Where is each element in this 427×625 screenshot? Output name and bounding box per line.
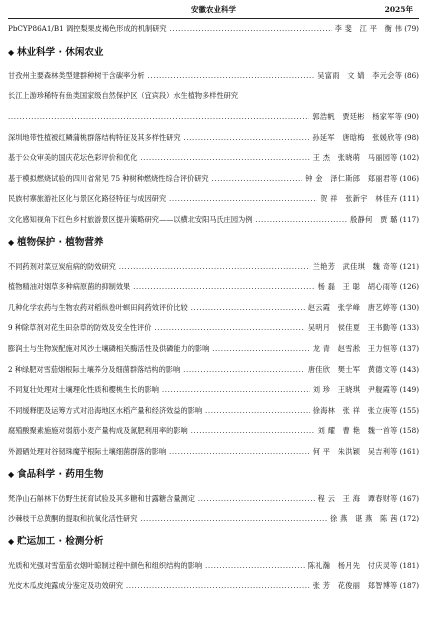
entry-title: 不同复壮处理对土壤理化性质和樱桃生长的影响 ..... [8, 385, 310, 395]
issue-year: 2025年 [384, 5, 413, 14]
entry-title: 几种化学农药与生物农药对稻纵卷叶螟田间药效评价比较 ..... [8, 303, 305, 313]
toc-entry [8, 189, 419, 210]
entry-page: (133) [399, 323, 419, 333]
journal-title: 安徽农业科学 [191, 5, 236, 14]
entry-title: 深圳地带性植被红鳞蒲桃群落结构特征及其多样性研究 ..... [8, 133, 309, 143]
entry-title: 梵净山石斛林下仿野生抚育试验及其多糖和甘露糖含量测定 ..... [8, 494, 315, 504]
entry-title: 外源硒处理对谷韧珠魔芋根际土壤细菌群落的影响 ..... [8, 447, 310, 457]
entry-authors: 徐 燕 谌 燕 陈 茜 [330, 514, 398, 524]
entry-authors: 程 云 王 海 谭春财等 [317, 493, 398, 503]
entry-authors: 孙延军 唐晗梅 张媛欣等 [312, 132, 403, 142]
entry-title: 植物精油对烟草多种病原菌的抑制效果 ..... [8, 282, 315, 292]
toc-entry [8, 401, 419, 422]
entry-authors: 杨 磊 王 聪 胡心雨等 [317, 282, 398, 292]
entry-title: 甘孜州主要森林类型建群种树干含碳率分析 ..... [8, 71, 314, 81]
entry-page: (149) [399, 385, 419, 395]
toc-entry [8, 576, 419, 597]
entry-title: 基于公众审美的国庆花坛色彩评价和优化 ..... [8, 153, 310, 163]
toc-entry [8, 380, 419, 401]
entry-authors: 张 芳 花俊丽 郑智博等 [312, 581, 398, 591]
entry-title: 文化感知视角下红色乡村旅游景区提升策略研究——以横北安阳马氏庄园为例 ..... [8, 215, 347, 225]
toc-entry [8, 555, 419, 576]
toc-entry [8, 339, 419, 360]
entry-authors: 何 平 朱洪颖 吴吉利等 [312, 446, 398, 456]
entry-page: (143) [399, 364, 419, 374]
entry-page: (86) [404, 70, 419, 80]
entry-authors: 郭浩帆 贾廷彬 杨家军等 [312, 112, 403, 122]
toc-entry [8, 442, 419, 463]
entry-title: 不同缓释肥及运筹方式对沿海地区水稻产量和经济效益的影响 ..... [8, 406, 310, 416]
entry-authors: 钟 金 泽仁斯郎 郑丽君等 [305, 173, 398, 183]
toc-entry [8, 318, 419, 339]
entry-authors: 王 杰 张晓萌 马丽园等 [312, 153, 398, 163]
entry-title: 9 种除草剂对花生田杂草的防效及安全性评价 ..... [8, 323, 305, 333]
entry-page: (79) [404, 24, 419, 34]
section-heading [8, 529, 419, 555]
entry-authors: 刘 珍 王晓琪 尹舰霞等 [312, 385, 398, 395]
entry-page: (181) [399, 560, 419, 570]
entry-authors: 吴明月 侯佳夏 王书勤等 [307, 323, 398, 333]
toc-entry-continuation [8, 107, 419, 128]
entry-authors: 赵云霞 张学峰 唐艺婷等 [307, 302, 398, 312]
section-heading [8, 230, 419, 256]
entry-title: 腐殖酸聚素施施对弱筋小麦产量构成及氮肥利用率的影响 ..... [8, 426, 315, 436]
entry-authors: 陈礼瀚 杨月先 付庆灵等 [307, 560, 398, 570]
entry-page: (121) [399, 261, 419, 271]
toc-entry [8, 19, 419, 40]
diamond-icon: ◆ [8, 537, 15, 547]
entry-authors: 殷静何 贾 璐 [350, 215, 398, 225]
entry-page: (137) [399, 344, 419, 354]
section-title: 贮运加工 · 检测分析 [17, 536, 104, 548]
entry-title: PbCYP86A1/B1 调控梨果皮褐色形成的机制研究 ..... [8, 24, 332, 34]
toc-entry [8, 298, 419, 319]
entry-authors: 龙 青 赵雪淞 王力恒等 [312, 344, 398, 354]
entry-title: 沙棘枝干总黄酮的提取和抗氧化活性研究 ..... [8, 514, 327, 524]
toc-entry [8, 86, 419, 107]
entry-title: 民族村寨旅游社区化与景区化路径特征与成因研究 ..... [8, 194, 317, 204]
toc-entry [8, 488, 419, 509]
toc-entry [8, 359, 419, 380]
entry-title: 长江上游珍稀特有鱼类国家级自然保护区（宜宾段）水生植物多样性研究 [8, 91, 239, 101]
entry-authors: 刘 耀 曹 艳 魏一首等 [317, 426, 398, 436]
section-title: 食品科学 · 药用生物 [17, 469, 104, 481]
toc-entry [8, 256, 419, 277]
toc-entry [8, 210, 419, 231]
entry-authors: 兰艳芳 武佳琪 魏 奇等 [312, 261, 398, 271]
entry-page: (187) [399, 581, 419, 591]
entry-authors: 吴富雨 文 婧 李元会等 [317, 70, 403, 80]
entry-page: (161) [399, 446, 419, 456]
toc-entry [8, 148, 419, 169]
entry-page: (117) [399, 215, 419, 225]
entry-page: (90) [404, 112, 419, 122]
entry-page: (167) [399, 493, 419, 503]
entry-page: (155) [399, 405, 419, 415]
diamond-icon: ◆ [8, 238, 15, 248]
entry-page: (106) [399, 173, 419, 183]
section-heading [8, 40, 419, 66]
entry-page: (126) [399, 282, 419, 292]
toc-entry [8, 509, 419, 530]
entry-page: (98) [404, 132, 419, 142]
entry-authors: 徐海林 张 祥 张立庚等 [312, 405, 398, 415]
entry-title: 2 种绿肥对雪茄烟根际土壤养分及细菌群落结构的影响 ..... [8, 365, 305, 375]
entry-title: 膨润土与生物炭配施对风沙土壤磷相关酶活性及供磷能力的影响 ..... [8, 344, 310, 354]
entry-title: 基于模拟燃烧试验的四川省常见 75 种树种燃烧性综合评价研究 ..... [8, 174, 302, 184]
section-title: 林业科学 · 休闲农业 [17, 46, 104, 58]
leader-dots [8, 112, 309, 122]
entry-page: (111) [399, 194, 419, 204]
entry-page: (172) [399, 514, 419, 524]
section-title: 植物保护 · 植物营养 [17, 237, 104, 249]
toc-entry [8, 421, 419, 442]
toc-entry [8, 127, 419, 148]
entry-title: 不同药剂对菜豆炭疽病的防效研究 ..... [8, 262, 310, 272]
entry-authors: 李 斐 江 平 衡 伟 [334, 24, 403, 34]
toc-entry [8, 277, 419, 298]
toc-entry [8, 66, 419, 87]
entry-page: (102) [399, 153, 419, 163]
diamond-icon: ◆ [8, 47, 15, 57]
entry-title: 光质和光强对雪茄茄衣烟叶晾制过程中颜色和组织结构的影响 ..... [8, 561, 305, 571]
entry-authors: 贺 祥 张新宇 林佳卉 [320, 194, 398, 204]
toc-entry [8, 169, 419, 190]
entry-title: 光皮木瓜皮纯露成分鉴定及功效研究 ..... [8, 581, 310, 591]
running-header [8, 0, 419, 19]
section-heading [8, 462, 419, 488]
diamond-icon: ◆ [8, 470, 15, 480]
entry-page: (130) [399, 302, 419, 312]
entry-page: (158) [399, 426, 419, 436]
table-of-contents [8, 19, 419, 597]
entry-authors: 唐佳欣 樊士军 黄德文等 [307, 364, 398, 374]
